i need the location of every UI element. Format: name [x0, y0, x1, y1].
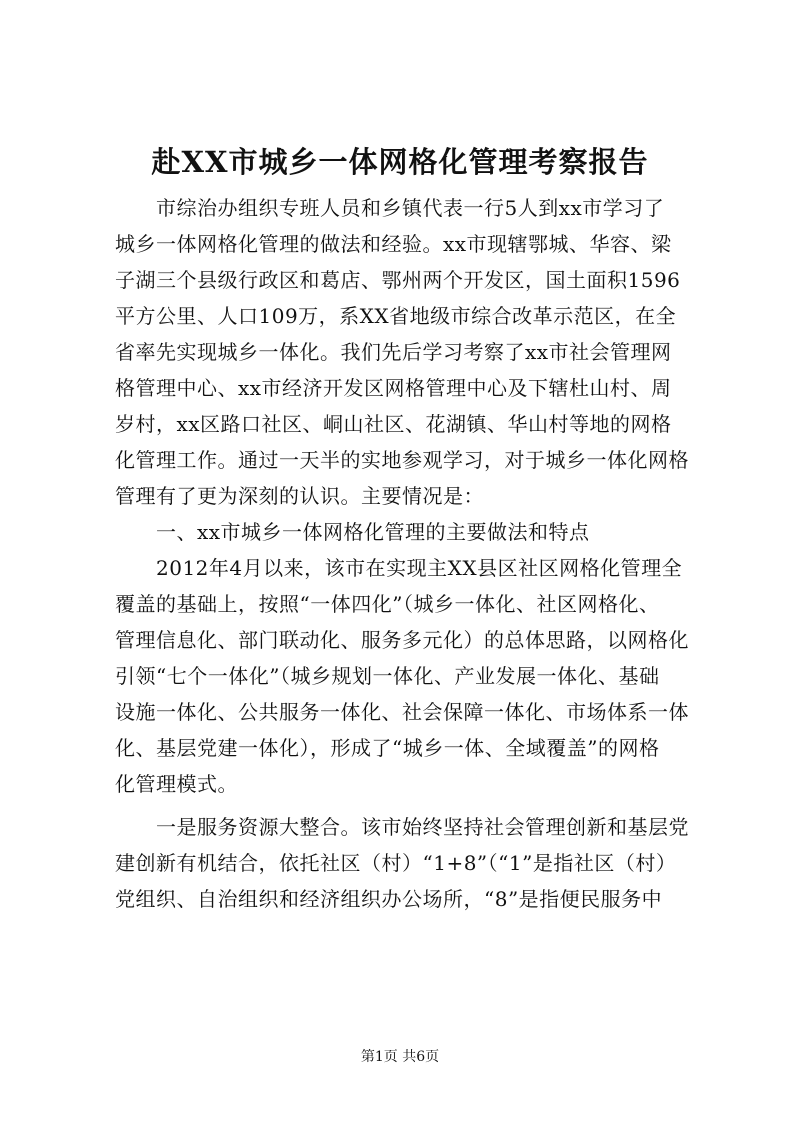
body-line: 化、基层党建一体化），形成了“城乡一体、全域覆盖”的网格	[115, 736, 660, 760]
body-line: 化管理工作。通过一天半的实地参观学习，对于城乡一体化网格	[115, 448, 689, 472]
page-number-footer: 第1页 共6页	[360, 1049, 440, 1065]
body-line: 设施一体化、公共服务一体化、社会保障一体化、市场体系一体	[115, 700, 689, 724]
body-line: 城乡一体网格化管理的做法和经验。xx市现辖鄂城、华容、梁	[115, 232, 672, 256]
body-line: 2012年4月以来，该市在实现主XX县区社区网格化管理全	[115, 556, 683, 580]
body-line: 引领“七个一体化”（城乡规划一体化、产业发展一体化、基础	[115, 664, 660, 688]
body-line: 岁村，xx区路口社区、峒山社区、花湖镇、华山村等地的网格	[115, 412, 672, 436]
body-line: 格管理中心、xx市经济开发区网格管理中心及下辖杜山村、周	[115, 376, 672, 400]
body-line: 化管理模式。	[115, 772, 238, 796]
section-heading: 一、xx市城乡一体网格化管理的主要做法和特点	[115, 520, 590, 544]
body-line: 一是服务资源大整合。该市始终坚持社会管理创新和基层党	[115, 815, 689, 839]
body-line: 管理信息化、部门联动化、服务多元化）的总体思路，以网格化	[115, 628, 689, 652]
body-line: 管理有了更为深刻的认识。主要情况是：	[115, 484, 484, 508]
body-line: 省率先实现城乡一体化。我们先后学习考察了xx市社会管理网	[115, 340, 672, 364]
page-title: 赴XX市城乡一体网格化管理考察报告	[151, 145, 649, 179]
body-line: 子湖三个县级行政区和葛店、鄂州两个开发区，国土面积1596	[115, 268, 681, 292]
body-line: 市综治办组织专班人员和乡镇代表一行5人到xx市学习了	[115, 196, 665, 220]
body-line: 党组织、自治组织和经济组织办公场所，“8”是指便民服务中	[115, 887, 663, 911]
body-line: 平方公里、人口109万，系XX省地级市综合改革示范区，在全	[115, 304, 677, 328]
body-line: 覆盖的基础上，按照“一体四化”（城乡一体化、社区网格化、	[115, 592, 660, 616]
body-line: 建创新有机结合，依托社区（村）“1+8”（“1”是指社区（村）	[115, 851, 677, 875]
